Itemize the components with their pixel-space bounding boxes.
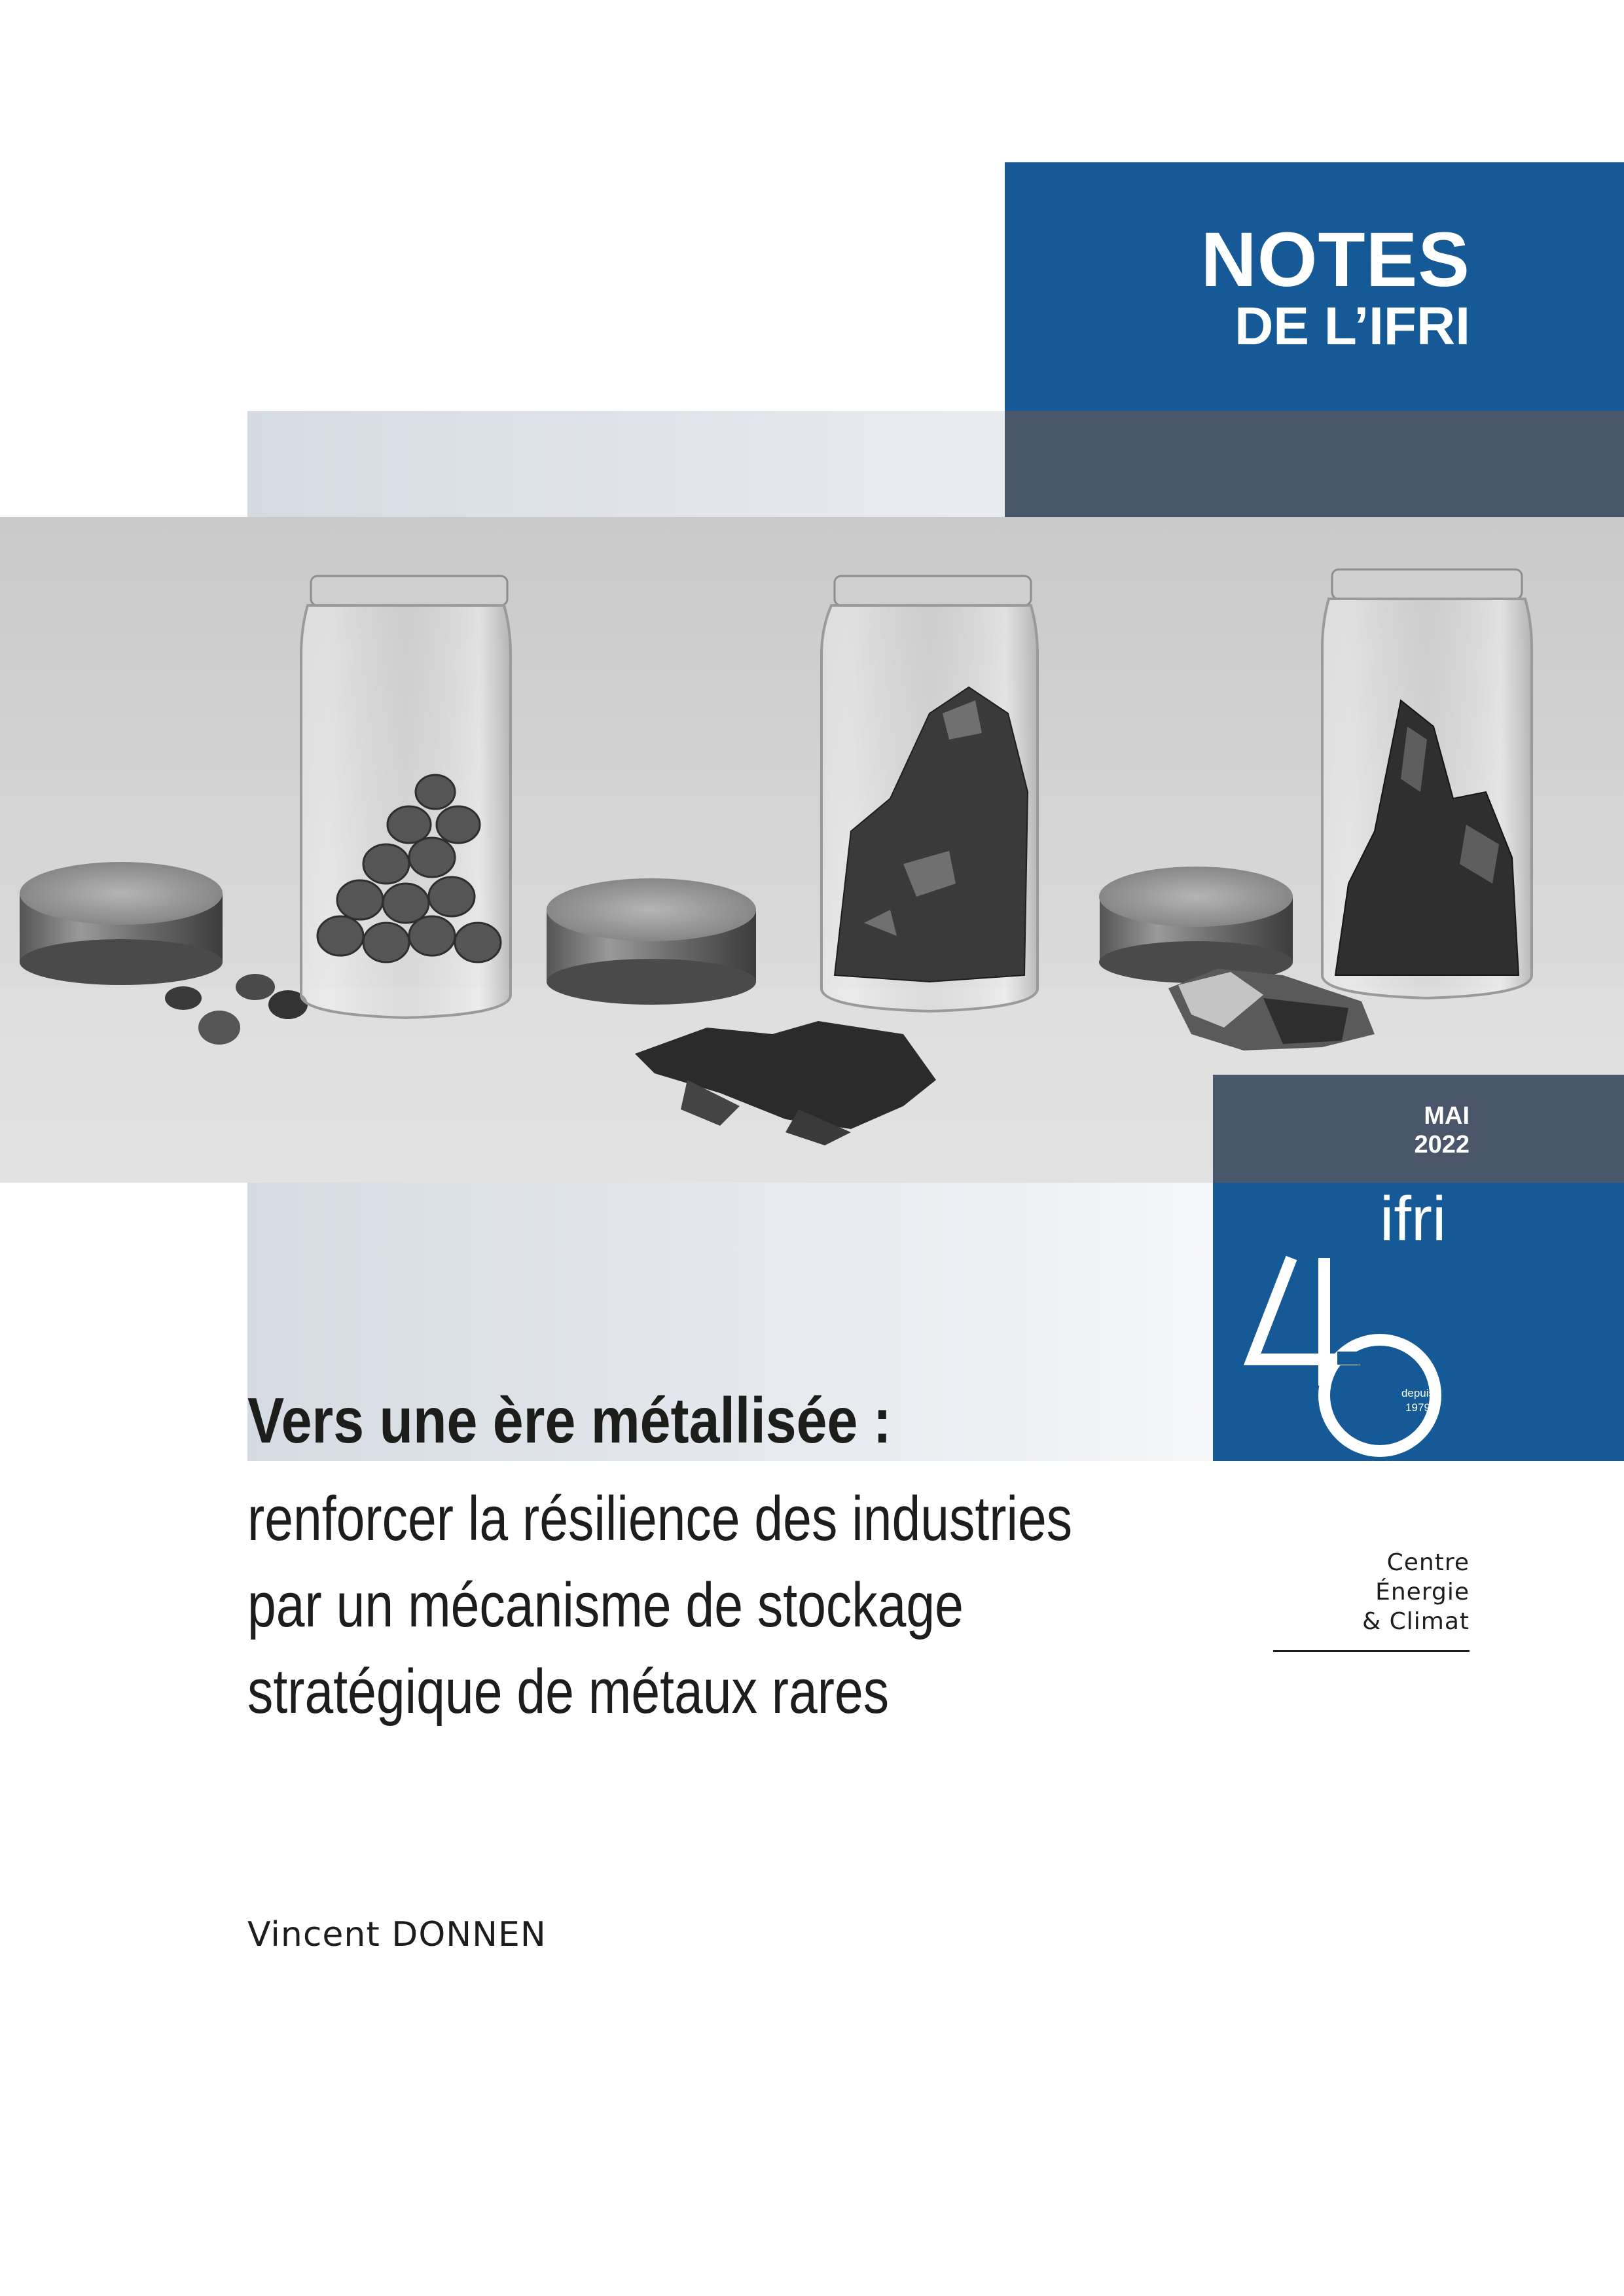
glass-jar-1 bbox=[301, 576, 511, 1018]
jar-lid-2 bbox=[547, 878, 756, 1005]
top-slate-band bbox=[1005, 411, 1624, 517]
subtitle-line-3: stratégique de métaux rares bbox=[247, 1657, 890, 1727]
document-title: Vers une ère métallisée : bbox=[247, 1384, 892, 1456]
date-year: 2022 bbox=[1414, 1131, 1470, 1158]
centre-line-3: & Climat bbox=[1362, 1608, 1470, 1635]
author-name: Vincent DONNEN bbox=[247, 1915, 547, 1954]
centre-divider bbox=[1273, 1650, 1470, 1652]
logo-brand-text: ifri bbox=[1380, 1184, 1447, 1254]
jar-lid-1 bbox=[20, 862, 223, 985]
subtitle-line-1: renforcer la résilience des industries bbox=[247, 1484, 1073, 1554]
series-title-line2: DE L’IFRI bbox=[1235, 296, 1470, 356]
date-block bbox=[1213, 1075, 1624, 1183]
series-header-block bbox=[1005, 162, 1624, 411]
document-subtitle bbox=[247, 1476, 1254, 1735]
centre-line-2: Énergie bbox=[1375, 1579, 1470, 1605]
glass-jar-3 bbox=[1322, 569, 1532, 998]
logo-since-label: depuis bbox=[1401, 1387, 1435, 1399]
jar-lid-3 bbox=[1099, 867, 1293, 983]
centre-line-1: Centre bbox=[1386, 1549, 1470, 1576]
subtitle-line-2: par un mécanisme de stockage bbox=[247, 1570, 964, 1640]
date-month: MAI bbox=[1424, 1102, 1470, 1130]
ifri-40-logo bbox=[1213, 1183, 1624, 1461]
top-gradient-band bbox=[247, 411, 1005, 517]
logo-since-year: 1979 bbox=[1405, 1401, 1430, 1414]
series-title-line1: NOTES bbox=[1200, 217, 1470, 303]
centre-label bbox=[1362, 1548, 1470, 1636]
ifri-logo-block bbox=[1213, 1183, 1624, 1461]
glass-jar-2 bbox=[821, 576, 1038, 1011]
